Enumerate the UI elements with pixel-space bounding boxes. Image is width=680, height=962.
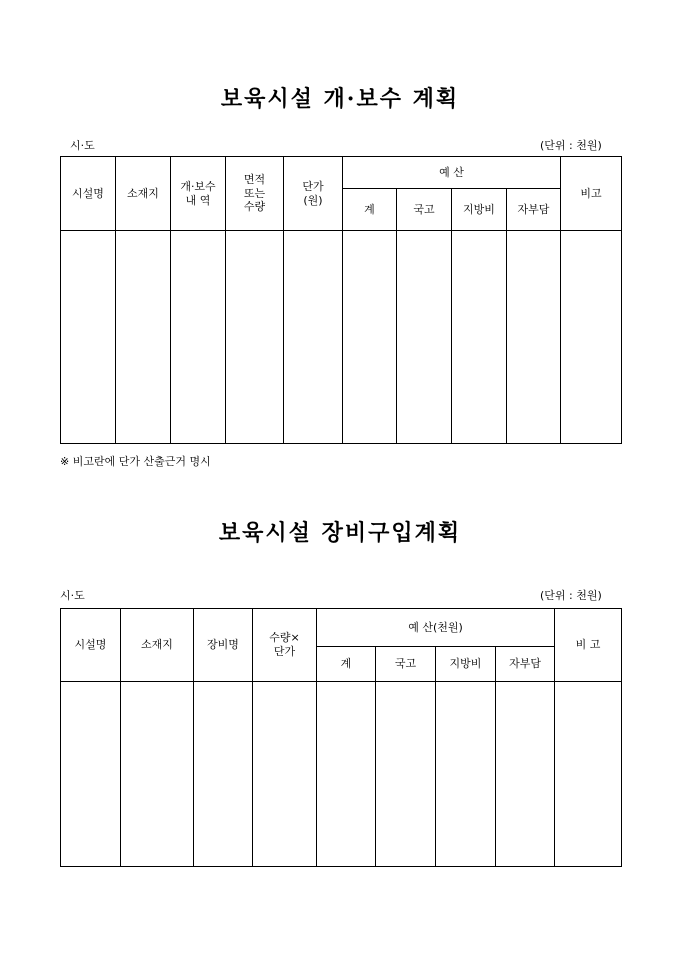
equipment-plan-table bbox=[60, 608, 622, 867]
table-cell[interactable] bbox=[452, 231, 507, 444]
header-qty-price: 수량× 단가 bbox=[253, 609, 317, 682]
header-location: 소재지 bbox=[116, 157, 171, 231]
table-cell[interactable] bbox=[317, 682, 376, 867]
table-cell[interactable] bbox=[61, 231, 116, 444]
budget-subheader-self: 자부담 bbox=[507, 189, 561, 231]
equipment-plan-title: 보육시설 장비구입계획 bbox=[218, 520, 462, 546]
region-label: 시·도 bbox=[60, 589, 85, 602]
remarks-note: ※ 비고란에 단가 산출근거 명시 bbox=[60, 455, 211, 468]
header-facility-name: 시설명 bbox=[61, 609, 121, 682]
header-repair-details: 개·보수 내 역 bbox=[171, 157, 226, 231]
table-cell[interactable] bbox=[555, 682, 622, 867]
table-cell[interactable] bbox=[194, 682, 253, 867]
budget-subheader-self: 자부담 bbox=[496, 647, 555, 682]
unit-label: (단위 : 천원) bbox=[540, 139, 602, 152]
table-cell[interactable] bbox=[253, 682, 317, 867]
unit-label: (단위 : 천원) bbox=[540, 589, 602, 602]
table-cell[interactable] bbox=[284, 231, 343, 444]
header-remarks: 비 고 bbox=[555, 609, 622, 682]
header-area-or-quantity: 면적 또는 수량 bbox=[226, 157, 284, 231]
table-cell[interactable] bbox=[343, 231, 397, 444]
table-cell[interactable] bbox=[397, 231, 452, 444]
header-remarks: 비고 bbox=[561, 157, 622, 231]
table-cell[interactable] bbox=[376, 682, 436, 867]
repair-plan-title: 보육시설 개·보수 계획 bbox=[220, 86, 460, 112]
header-equipment-name: 장비명 bbox=[194, 609, 253, 682]
region-label: 시·도 bbox=[70, 139, 95, 152]
header-facility-name: 시설명 bbox=[61, 157, 116, 231]
table-cell[interactable] bbox=[171, 231, 226, 444]
header-unit-price: 단가 (원) bbox=[284, 157, 343, 231]
budget-subheader-total: 계 bbox=[343, 189, 397, 231]
header-location: 소재지 bbox=[121, 609, 194, 682]
budget-subheader-local: 지방비 bbox=[452, 189, 507, 231]
table-cell[interactable] bbox=[121, 682, 194, 867]
table-cell[interactable] bbox=[226, 231, 284, 444]
repair-plan-table bbox=[60, 156, 622, 444]
budget-subheader-local: 지방비 bbox=[436, 647, 496, 682]
budget-subheader-national: 국고 bbox=[397, 189, 452, 231]
table-cell[interactable] bbox=[561, 231, 622, 444]
table-cell[interactable] bbox=[507, 231, 561, 444]
table-cell[interactable] bbox=[61, 682, 121, 867]
table-cell[interactable] bbox=[436, 682, 496, 867]
table-cell[interactable] bbox=[496, 682, 555, 867]
budget-subheader-total: 계 bbox=[317, 647, 376, 682]
header-budget: 예 산(천원) bbox=[317, 609, 555, 647]
budget-subheader-national: 국고 bbox=[376, 647, 436, 682]
header-budget: 예 산 bbox=[343, 157, 561, 189]
table-cell[interactable] bbox=[116, 231, 171, 444]
